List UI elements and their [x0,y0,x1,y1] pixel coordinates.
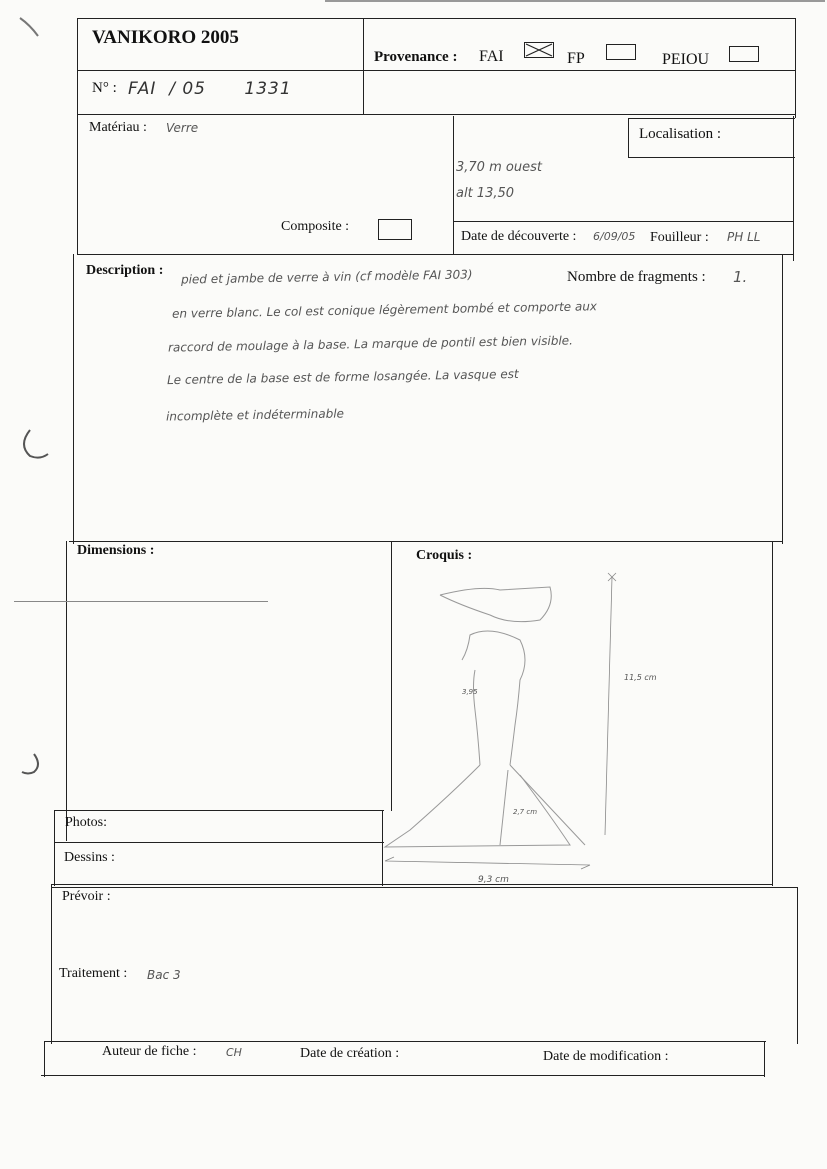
provenance-option-fp: FP [567,50,585,67]
description-line: raccord de moulage à la base. La marque de pontil est bien visible. [167,333,574,355]
fouilleur-value[interactable]: PH LL [727,230,761,244]
fragments-label: Nombre de fragments : [567,269,706,285]
date-modification-label: Date de modification : [543,1049,669,1064]
auteur-label: Auteur de fiche : [102,1044,197,1059]
localisation-line2[interactable]: alt 13,50 [456,186,515,201]
glass-sketch [380,565,630,885]
localisation-label: Localisation : [639,126,722,142]
composite-label: Composite : [281,219,350,234]
provenance-label: Provenance : [374,49,458,65]
description-label: Description : [86,263,164,278]
materiau-label: Matériau : [89,120,147,135]
fragments-value[interactable]: 1. [733,268,748,286]
peiou-checkbox[interactable] [729,46,759,62]
date-creation-label: Date de création : [300,1046,400,1061]
dimensions-label: Dimensions : [77,543,155,558]
fp-checkbox[interactable] [606,44,636,60]
sketch-base-label: 9,3 cm [478,875,509,885]
traitement-label: Traitement : [59,966,128,981]
croquis-label: Croquis : [416,548,473,563]
description-line: incomplète et indéterminable [165,406,345,424]
dessins-label: Dessins : [64,850,115,865]
provenance-option-peiou: PEIOU [662,51,710,68]
materiau-value[interactable]: Verre [166,121,199,135]
description-line: pied et jambe de verre à vin (cf modèle FAI 303) [180,267,473,287]
date-decouverte-label: Date de découverte : [461,229,577,244]
provenance-option-fai: FAI [479,48,504,65]
date-decouverte-value[interactable]: 6/09/05 [593,230,636,243]
check-mark-icon [524,42,554,58]
prevoir-label: Prévoir : [62,889,111,904]
form-title: VANIKORO 2005 [92,27,239,48]
auteur-value[interactable]: CH [226,1046,242,1059]
photos-label: Photos: [65,815,108,830]
fouilleur-label: Fouilleur : [650,230,709,245]
sketch-height-label: 11,5 cm [624,673,657,682]
sketch-foot-height-label: 2,7 cm [513,808,538,816]
localisation-line1[interactable]: 3,70 m ouest [456,160,542,175]
form-border [77,18,795,19]
numero-label: N° : [92,80,117,96]
description-line: Le centre de la base est de forme losangée. La vasque est [166,366,519,388]
description-line: en verre blanc. Le col est conique légèrement bombé et comporte aux [171,299,598,321]
sketch-stem-label: 3,95 [462,688,478,696]
numero-value[interactable]: FAI / 05 1331 [128,79,292,99]
traitement-value[interactable]: Bac 3 [147,968,181,982]
composite-checkbox[interactable] [378,219,412,240]
